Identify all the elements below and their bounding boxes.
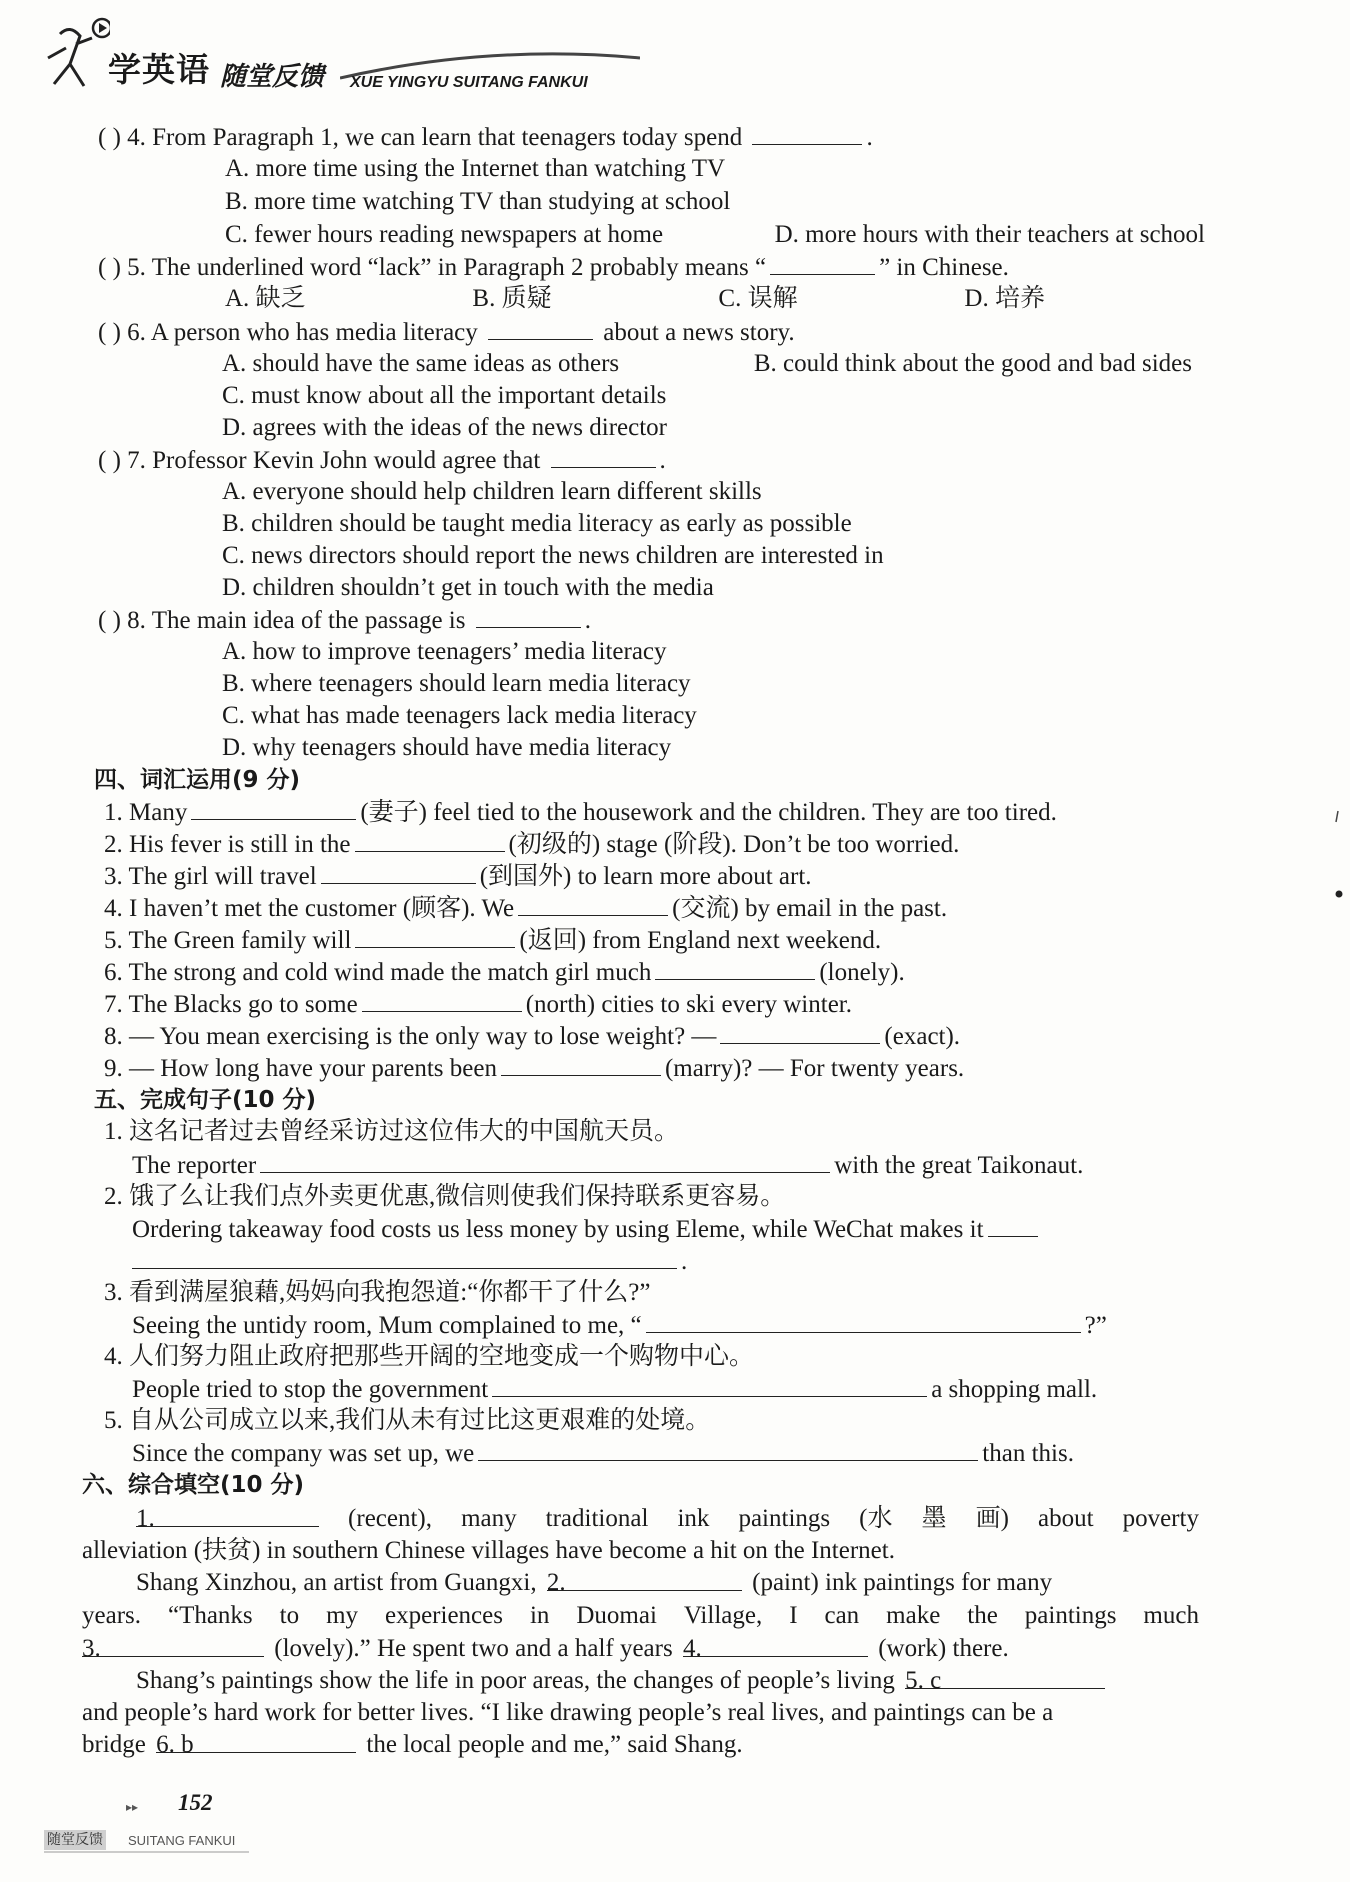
item-text: 1. Many bbox=[104, 799, 188, 826]
word: years. bbox=[82, 1602, 141, 1629]
word: Village, bbox=[683, 1602, 763, 1629]
page-number: 152 bbox=[178, 1790, 213, 1815]
option[interactable]: D. more hours with their teachers at school bbox=[774, 221, 1205, 248]
cloze-blank-1[interactable] bbox=[136, 1504, 319, 1532]
blank-number: 3. bbox=[82, 1635, 101, 1662]
item-text: a shopping mall. bbox=[931, 1376, 1098, 1403]
item-hint: (返回) from England next weekend. bbox=[519, 927, 882, 954]
item-text: bridge bbox=[82, 1731, 146, 1758]
translate-item-2 bbox=[132, 1214, 1042, 1245]
vocab-item-1 bbox=[104, 797, 1057, 828]
blank-number: 4. bbox=[682, 1635, 702, 1662]
option[interactable]: C. what has made teenagers lack media literacy bbox=[222, 702, 697, 729]
word: 墨 bbox=[921, 1505, 947, 1532]
item-text: the local people and me,” said Shang. bbox=[366, 1731, 743, 1758]
item-text: 8. — You mean exercising is the only way to lose weight? — bbox=[104, 1023, 717, 1050]
cloze-line-5 bbox=[82, 1634, 1009, 1664]
item-text: 3. The girl will travel bbox=[104, 863, 317, 890]
item-text: 2. His fever is still in the bbox=[104, 831, 351, 858]
word: many bbox=[461, 1505, 517, 1532]
question-stem: 8. The main idea of the passage is bbox=[127, 607, 466, 634]
answer-paren[interactable]: ( ) bbox=[98, 447, 121, 474]
translate-item-1 bbox=[132, 1150, 1083, 1181]
answer-blank[interactable] bbox=[362, 989, 522, 1012]
item-hint: (到国外) to learn more about art. bbox=[479, 863, 812, 890]
answer-blank[interactable] bbox=[501, 1053, 661, 1076]
item-text: 6. The strong and cold wind made the match girl much bbox=[104, 959, 652, 986]
translate-item-2-cont bbox=[128, 1246, 687, 1277]
item-text: 7. The Blacks go to some bbox=[104, 991, 358, 1018]
margin-tick-icon bbox=[1334, 810, 1340, 824]
answer-blank[interactable] bbox=[488, 317, 593, 340]
item-text: than this. bbox=[982, 1440, 1074, 1467]
header-subtitle-cn: 随堂反馈 bbox=[220, 62, 325, 92]
item-text: Shang Xinzhou, an artist from Guangxi, bbox=[136, 1569, 537, 1596]
vocab-item-8 bbox=[104, 1021, 960, 1052]
item-text: (paint) ink paintings for many bbox=[752, 1569, 1053, 1596]
item-text: Shang’s paintings show the life in poor areas, the changes of people’s living bbox=[136, 1667, 895, 1694]
item-hint: (marry)? — For twenty years. bbox=[664, 1055, 965, 1082]
page-header bbox=[40, 14, 640, 104]
answer-blank[interactable] bbox=[988, 1214, 1038, 1237]
vocab-item-9 bbox=[104, 1053, 964, 1084]
item-hint: (初级的) stage (阶段). Don’t be too worried. bbox=[508, 831, 960, 858]
item-text: The reporter bbox=[132, 1152, 257, 1179]
blank-number: 1. bbox=[136, 1505, 155, 1532]
cloze-line-7: and people’s hard work for better lives. “I like drawing people’s real lives, and paintings can be a bbox=[82, 1699, 1054, 1726]
footer-label bbox=[44, 1830, 244, 1852]
word: paintings bbox=[1024, 1602, 1117, 1629]
option[interactable]: C. news directors should report the news children are interested in bbox=[222, 542, 884, 569]
item-text: Since the company was set up, we bbox=[132, 1440, 475, 1467]
blank-number: 5. c bbox=[905, 1667, 942, 1694]
word: ink bbox=[677, 1505, 710, 1532]
option[interactable]: A. everyone should help children learn different skills bbox=[222, 478, 762, 505]
word: to bbox=[279, 1602, 300, 1629]
option-pair bbox=[225, 220, 1205, 250]
question-6 bbox=[98, 317, 795, 348]
item-text: 4. I haven’t met the customer (顾客). We bbox=[104, 895, 515, 922]
item-text: Seeing the untidy room, Mum complained to me, “ bbox=[132, 1312, 642, 1339]
option[interactable]: C. must know about all the important details bbox=[222, 382, 667, 409]
option[interactable]: D. why teenagers should have media literacy bbox=[222, 734, 672, 761]
translate-cn-2: 2. 饿了么让我们点外卖更优惠,微信则使我们保持联系更容易。 bbox=[104, 1183, 786, 1210]
runner-logo-icon bbox=[40, 14, 110, 104]
section-4-title: 四、词汇运用(9 分) bbox=[94, 767, 301, 793]
cloze-blank-6[interactable] bbox=[156, 1730, 356, 1758]
answer-blank[interactable] bbox=[476, 605, 581, 628]
option[interactable]: A. should have the same ideas as others bbox=[222, 350, 620, 377]
word: about bbox=[1037, 1505, 1094, 1532]
translate-item-4 bbox=[132, 1374, 1097, 1405]
footer-rule bbox=[44, 1850, 249, 1854]
item-text: with the great Taikonaut. bbox=[834, 1152, 1084, 1179]
item-text: ?” bbox=[1084, 1312, 1107, 1339]
page-arrow-icon: ▸▸ bbox=[126, 1800, 139, 1814]
answer-blank[interactable] bbox=[132, 1246, 677, 1269]
cloze-line-1 bbox=[136, 1504, 1199, 1534]
option[interactable]: B. could think about the good and bad sides bbox=[753, 350, 1192, 377]
translate-cn-1: 1. 这名记者过去曾经采访过这位伟大的中国航天员。 bbox=[104, 1118, 680, 1145]
answer-blank[interactable] bbox=[646, 1310, 1081, 1333]
word: much bbox=[1143, 1602, 1199, 1629]
answer-paren[interactable]: ( ) bbox=[98, 254, 121, 281]
translate-cn-5: 5. 自从公司成立以来,我们从未有过比这更艰难的处境。 bbox=[104, 1407, 711, 1434]
question-stem: 7. Professor Kevin John would agree that bbox=[127, 447, 541, 474]
vocab-item-6 bbox=[104, 957, 905, 988]
item-text: Ordering takeaway food costs us less money by using Eleme, while WeChat makes it bbox=[132, 1216, 984, 1243]
option[interactable]: A. how to improve teenagers’ media literacy bbox=[222, 638, 667, 665]
blank-number: 6. b bbox=[156, 1731, 194, 1758]
answer-blank[interactable] bbox=[770, 252, 875, 275]
word: “Thanks bbox=[167, 1602, 253, 1629]
answer-blank[interactable] bbox=[355, 925, 515, 948]
answer-blank[interactable] bbox=[321, 861, 476, 884]
option[interactable]: A. 缺乏 bbox=[225, 285, 306, 312]
answer-paren[interactable]: ( ) bbox=[98, 124, 121, 151]
option[interactable]: C. fewer hours reading newspapers at home bbox=[225, 221, 664, 248]
option-pair bbox=[222, 349, 1192, 379]
word: Duomai bbox=[576, 1602, 657, 1629]
footer-label-en: SUITANG FANKUI bbox=[128, 1833, 236, 1848]
translate-item-5 bbox=[132, 1438, 1074, 1469]
word: paintings bbox=[738, 1505, 831, 1532]
answer-paren[interactable]: ( ) bbox=[98, 319, 121, 346]
option[interactable]: B. children should be taught media literacy as early as possible bbox=[222, 510, 852, 537]
header-title-cn: 学英语 bbox=[108, 50, 210, 89]
question-end: . bbox=[584, 607, 591, 634]
word: experiences bbox=[384, 1602, 503, 1629]
option[interactable]: B. where teenagers should learn media literacy bbox=[222, 670, 691, 697]
item-text: People tried to stop the government bbox=[132, 1376, 489, 1403]
word: (水 bbox=[859, 1505, 893, 1532]
question-end: ” in Chinese. bbox=[879, 254, 1009, 281]
answer-blank[interactable] bbox=[720, 1021, 880, 1044]
option[interactable]: A. more time using the Internet than watching TV bbox=[225, 155, 726, 182]
option[interactable]: B. more time watching TV than studying at school bbox=[225, 188, 731, 215]
header-title-en: XUE YINGYU SUITANG FANKUI bbox=[350, 74, 588, 91]
answer-paren[interactable]: ( ) bbox=[98, 607, 121, 634]
word: can bbox=[824, 1602, 860, 1629]
answer-blank[interactable] bbox=[752, 122, 862, 145]
question-7 bbox=[98, 445, 666, 476]
question-4 bbox=[98, 122, 873, 153]
item-text: (lovely).” He spent two and a half years bbox=[274, 1635, 673, 1662]
vocab-item-5 bbox=[104, 925, 881, 956]
question-stem: 4. From Paragraph 1, we can learn that teenagers today spend bbox=[127, 124, 743, 151]
answer-blank[interactable] bbox=[655, 957, 815, 980]
item-hint: (north) cities to ski every winter. bbox=[525, 991, 852, 1018]
answer-blank[interactable] bbox=[355, 829, 505, 852]
cloze-line-4 bbox=[82, 1601, 1199, 1631]
vocab-item-7 bbox=[104, 989, 852, 1020]
cloze-blank-2[interactable] bbox=[546, 1568, 742, 1596]
cloze-blank-5[interactable] bbox=[905, 1666, 1105, 1694]
question-8 bbox=[98, 605, 591, 636]
cloze-line-8 bbox=[82, 1730, 743, 1760]
vocab-item-3 bbox=[104, 861, 812, 892]
question-stem: 5. The underlined word “lack” in Paragraph 2 probably means “ bbox=[127, 254, 767, 281]
word: poverty bbox=[1122, 1505, 1199, 1532]
word: I bbox=[789, 1602, 798, 1629]
translate-item-3 bbox=[132, 1310, 1107, 1341]
option[interactable]: B. 质疑 bbox=[472, 285, 552, 312]
question-end: . bbox=[659, 447, 666, 474]
cloze-line-6 bbox=[136, 1666, 1109, 1696]
item-text: 5. The Green family will bbox=[104, 927, 352, 954]
item-hint: (妻子) feel tied to the housework and the children. They are too tired. bbox=[360, 799, 1057, 826]
item-hint: (lonely). bbox=[819, 959, 905, 986]
word: in bbox=[529, 1602, 550, 1629]
question-end: . bbox=[866, 124, 873, 151]
item-hint: (exact). bbox=[884, 1023, 961, 1050]
option-row bbox=[225, 284, 1045, 314]
word: my bbox=[326, 1602, 359, 1629]
option[interactable]: D. 培养 bbox=[964, 285, 1045, 312]
item-text: (work) there. bbox=[878, 1635, 1009, 1662]
translate-cn-3: 3. 看到满屋狼藉,妈妈向我抱怨道:“你都干了什么?” bbox=[104, 1279, 651, 1306]
option[interactable]: D. children shouldn’t get in touch with the media bbox=[222, 574, 714, 601]
word: the bbox=[967, 1602, 998, 1629]
answer-blank[interactable] bbox=[260, 1150, 830, 1173]
word: traditional bbox=[545, 1505, 649, 1532]
cloze-line-3 bbox=[136, 1568, 1052, 1598]
vocab-item-4 bbox=[104, 893, 947, 924]
answer-blank[interactable] bbox=[551, 445, 656, 468]
margin-dot-icon bbox=[1335, 888, 1343, 900]
answer-blank[interactable] bbox=[518, 893, 668, 916]
answer-blank[interactable] bbox=[492, 1374, 927, 1397]
vocab-item-2 bbox=[104, 829, 959, 860]
answer-blank[interactable] bbox=[191, 797, 356, 820]
question-end: about a news story. bbox=[603, 319, 795, 346]
item-text: . bbox=[681, 1248, 688, 1275]
option[interactable]: C. 误解 bbox=[718, 285, 798, 312]
word: make bbox=[886, 1602, 941, 1629]
translate-cn-4: 4. 人们努力阻止政府把那些开阔的空地变成一个购物中心。 bbox=[104, 1343, 755, 1370]
cloze-blank-4[interactable] bbox=[682, 1634, 868, 1662]
cloze-blank-3[interactable] bbox=[82, 1634, 264, 1662]
cloze-line-2: alleviation (扶贫) in southern Chinese villages have become a hit on the Internet. bbox=[82, 1537, 895, 1564]
question-stem: 6. A person who has media literacy bbox=[127, 319, 478, 346]
option[interactable]: D. agrees with the ideas of the news director bbox=[222, 414, 667, 441]
item-hint: (交流) by email in the past. bbox=[672, 895, 948, 922]
answer-blank[interactable] bbox=[478, 1438, 978, 1461]
section-6-title: 六、综合填空(10 分) bbox=[82, 1472, 305, 1498]
section-5-title: 五、完成句子(10 分) bbox=[94, 1087, 317, 1113]
word: 画) bbox=[975, 1505, 1009, 1532]
blank-number: 2. bbox=[546, 1569, 566, 1596]
word: (recent), bbox=[348, 1505, 433, 1532]
item-text: 9. — How long have your parents been bbox=[104, 1055, 497, 1082]
footer-label-cn: 随堂反馈 bbox=[44, 1830, 106, 1850]
question-5 bbox=[98, 252, 1009, 283]
